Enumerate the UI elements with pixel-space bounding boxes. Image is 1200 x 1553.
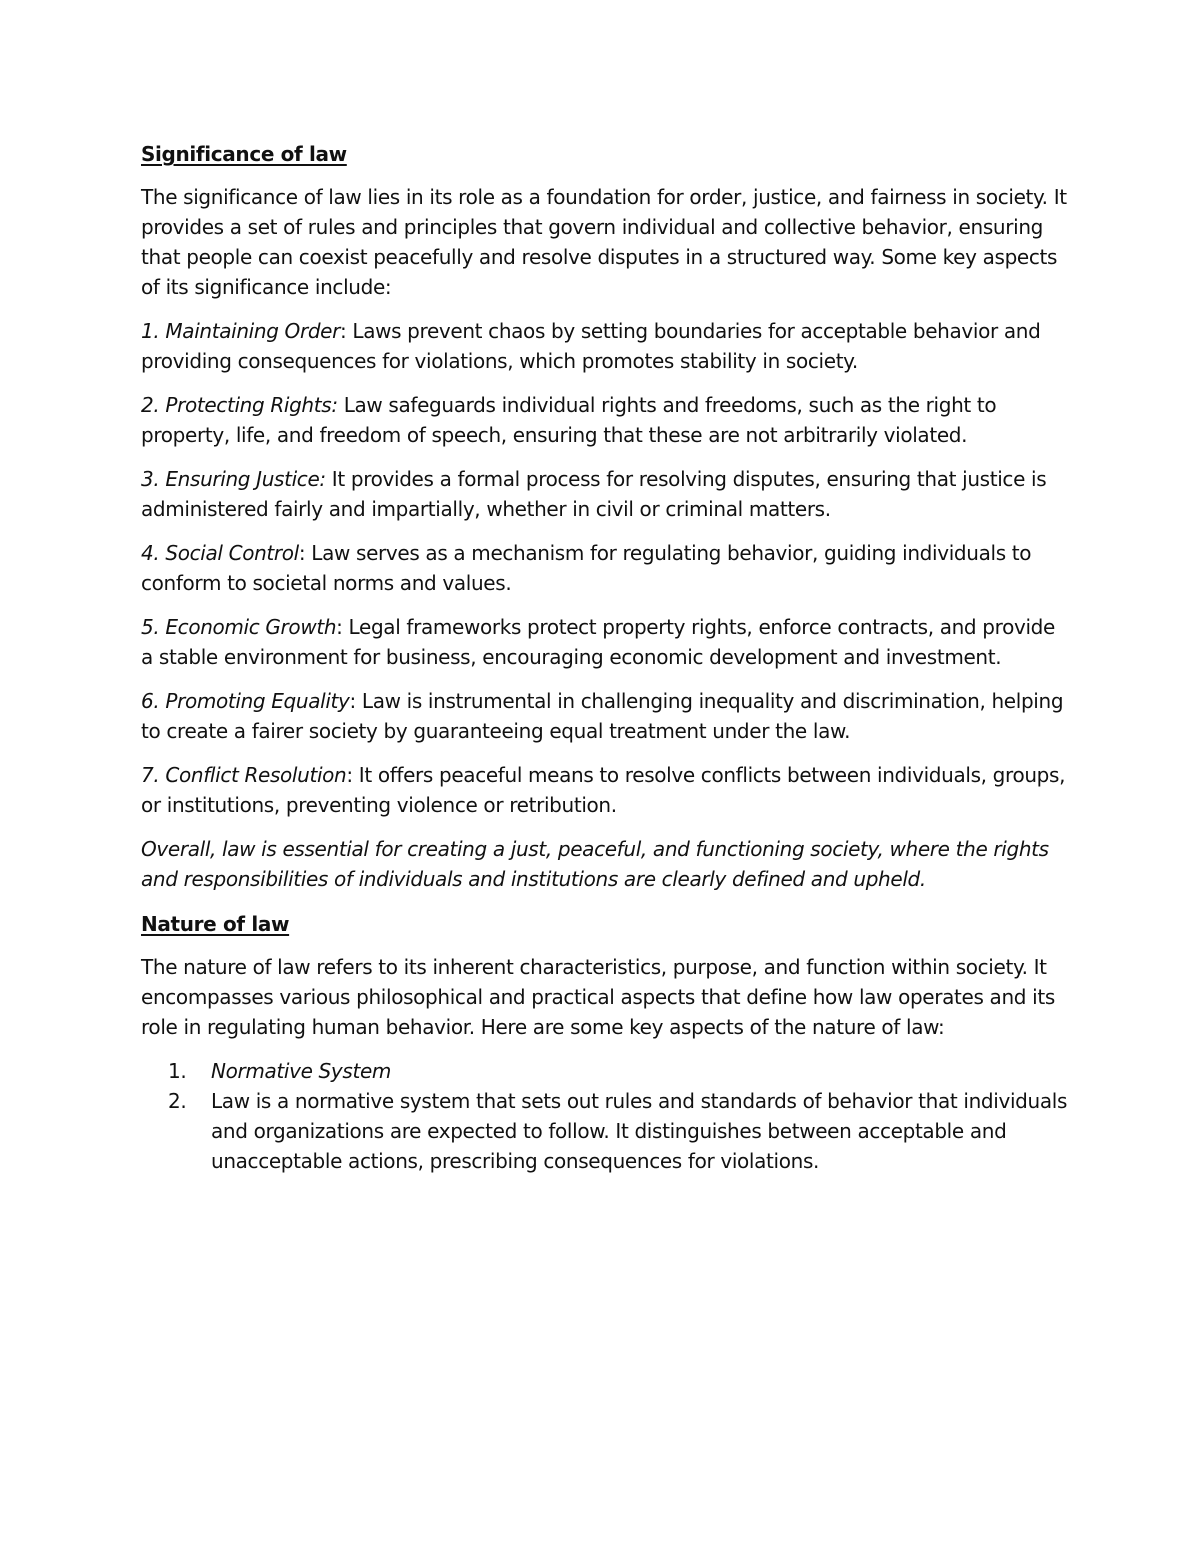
document-page: [141, 138, 1071, 1176]
point-text: Law safeguards individual rights and freedoms, such as the right to property, life, and freedom of speech, ensuring that these are not arbitrarily violated.: [141, 393, 997, 447]
nature-intro: The nature of law refers to its inherent characteristics, purpose, and function within society. It encompasses various philosophical and practical aspects that define how law operates and its role in regulating human behavior. Here are some key aspects of the nature of law:: [141, 955, 1055, 1039]
point-term: 3. Ensuring Justice:: [141, 467, 326, 491]
significance-intro: The significance of law lies in its role as a foundation for order, justice, and fairness in society. It provides a set of rules and principles that govern individual and collective behavior, ensuring that people can coexist peacefully and resolve disputes in a structured way. Some key aspects of its significance include:: [141, 185, 1067, 299]
point-text: : Law is instrumental in challenging inequality and discrimination, helping to create a fairer society by guaranteeing equal treatment under the law.: [141, 689, 1064, 743]
significance-point: [141, 316, 1071, 376]
list-item-number: 2.: [168, 1089, 187, 1113]
point-term: 2. Protecting Rights:: [141, 393, 338, 417]
point-text: : Law serves as a mechanism for regulating behavior, guiding individuals to conform to societal norms and values.: [141, 541, 1032, 595]
point-text: : Legal frameworks protect property rights, enforce contracts, and provide a stable environment for business, encouraging economic development and investment.: [141, 615, 1055, 669]
significance-point: [141, 464, 1071, 524]
list-item: [141, 1056, 1071, 1086]
significance-section: [141, 138, 1071, 894]
nature-section: [141, 908, 1071, 1176]
significance-point: [141, 760, 1071, 820]
list-item-text: Law is a normative system that sets out rules and standards of behavior that individuals and organizations are expected to follow. It distinguishes between acceptable and unacceptable actions, prescribing consequences for violations.: [211, 1089, 1068, 1173]
significance-point: [141, 686, 1071, 746]
point-term: 4. Social Control: [141, 541, 299, 565]
point-term: 5. Economic Growth: [141, 615, 337, 639]
list-item-number: 1.: [168, 1059, 187, 1083]
point-term: 1. Maintaining Order: [141, 319, 340, 343]
point-text: : It offers peaceful means to resolve conflicts between individuals, groups, or institutions, preventing violence or retribution.: [141, 763, 1066, 817]
significance-point: [141, 538, 1071, 598]
significance-point: [141, 390, 1071, 450]
nature-aspects-list: [141, 1056, 1071, 1176]
point-text: It provides a formal process for resolving disputes, ensuring that justice is administered fairly and impartially, whether in civil or criminal matters.: [141, 467, 1047, 521]
point-text: : Laws prevent chaos by setting boundaries for acceptable behavior and providing consequences for violations, which promotes stability in society.: [141, 319, 1041, 373]
nature-heading: Nature of law: [141, 912, 290, 936]
significance-heading: Significance of law: [141, 142, 347, 166]
significance-point: [141, 612, 1071, 672]
list-item: [141, 1086, 1071, 1176]
list-item-text: Normative System: [211, 1059, 392, 1083]
point-term: 7. Conflict Resolution: [141, 763, 347, 787]
significance-conclusion: Overall, law is essential for creating a just, peaceful, and functioning society, where the rights and responsibilities of individuals and institutions are clearly defined and upheld.: [141, 837, 1049, 891]
point-term: 6. Promoting Equality: [141, 689, 350, 713]
